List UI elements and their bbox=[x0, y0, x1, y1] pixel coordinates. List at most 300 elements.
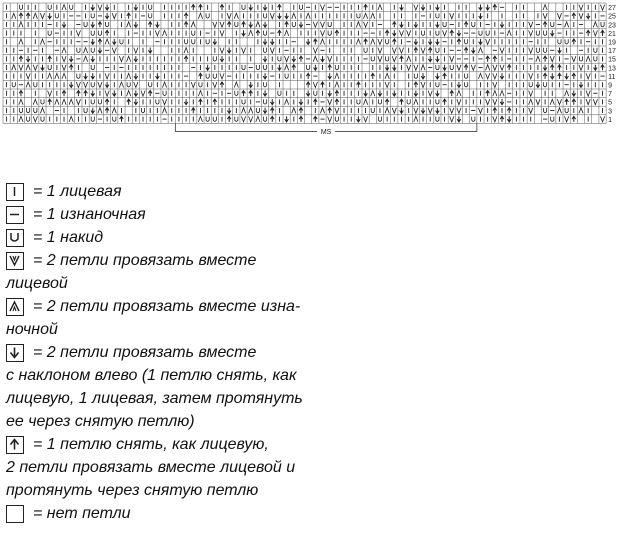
ssk-mark bbox=[134, 91, 138, 97]
ssk-icon bbox=[6, 344, 24, 362]
ssk-mark bbox=[393, 65, 397, 71]
yarn-over-mark bbox=[472, 22, 475, 27]
yarn-over-mark bbox=[565, 108, 568, 113]
p2tog-mark bbox=[119, 82, 123, 88]
yarn-over-mark bbox=[285, 74, 288, 79]
sk2p-mark bbox=[220, 5, 224, 11]
p2tog-mark bbox=[256, 116, 260, 122]
p2tog-mark bbox=[162, 108, 166, 114]
sk2p-mark bbox=[565, 99, 569, 105]
k2tog-mark bbox=[586, 99, 590, 105]
p2tog-mark bbox=[364, 99, 368, 105]
legend-item-sk2p bbox=[6, 433, 366, 502]
sk2p-mark bbox=[572, 99, 576, 105]
p2tog-mark bbox=[565, 22, 569, 28]
k2tog-mark bbox=[62, 56, 66, 62]
ssk-mark bbox=[421, 5, 425, 11]
ssk-mark bbox=[572, 91, 576, 97]
k2tog-mark bbox=[536, 99, 540, 105]
k2tog-mark bbox=[557, 99, 561, 105]
sk2p-mark bbox=[306, 82, 310, 88]
yarn-over-mark bbox=[256, 108, 259, 113]
yarn-over-mark bbox=[235, 117, 238, 122]
ssk-mark bbox=[299, 22, 303, 28]
k2tog-mark bbox=[600, 116, 604, 122]
yarn-over-mark bbox=[278, 56, 281, 61]
sk2p-mark bbox=[199, 5, 203, 11]
ssk-mark bbox=[414, 39, 418, 45]
k2tog-mark bbox=[98, 5, 102, 11]
p2tog-mark bbox=[486, 65, 490, 71]
p2tog-mark bbox=[500, 91, 504, 97]
sk2p-mark bbox=[586, 30, 590, 36]
yarn-over-mark bbox=[206, 39, 209, 44]
yarn-over-mark bbox=[19, 108, 22, 113]
p2tog-mark bbox=[285, 30, 289, 36]
ssk-mark bbox=[314, 65, 318, 71]
sk2p-mark bbox=[414, 48, 418, 54]
p2tog-mark bbox=[19, 39, 23, 45]
legend-item-no-stitch bbox=[6, 502, 366, 525]
k2tog-mark bbox=[220, 73, 224, 79]
p2tog-mark bbox=[191, 22, 195, 28]
ssk-mark bbox=[206, 65, 210, 71]
sk2p-mark bbox=[572, 116, 576, 122]
sk2p-mark bbox=[385, 30, 389, 36]
k2tog-mark bbox=[328, 99, 332, 105]
k2tog-icon bbox=[6, 252, 24, 270]
p2tog-mark bbox=[249, 108, 253, 114]
ssk-mark bbox=[270, 39, 274, 45]
k2tog-mark bbox=[493, 73, 497, 79]
ssk-mark bbox=[113, 39, 117, 45]
sk2p-mark bbox=[464, 48, 468, 54]
yarn-over-mark bbox=[263, 82, 266, 87]
p2tog-mark bbox=[26, 82, 30, 88]
yarn-over-mark bbox=[256, 65, 259, 70]
row-number: 17 bbox=[608, 48, 616, 56]
k2tog-mark bbox=[313, 48, 317, 54]
sk2p-mark bbox=[464, 22, 468, 28]
sk2p-mark bbox=[299, 116, 303, 122]
ssk-mark bbox=[263, 22, 267, 28]
p2tog-mark bbox=[127, 91, 131, 97]
k2tog-mark bbox=[586, 91, 590, 97]
ssk-mark bbox=[586, 13, 590, 19]
p2tog-mark bbox=[62, 5, 66, 11]
sk2p-mark bbox=[299, 56, 303, 62]
yarn-over-mark bbox=[149, 13, 152, 18]
p2tog-mark bbox=[292, 108, 296, 114]
yarn-over-mark bbox=[141, 108, 144, 113]
yarn-over-mark bbox=[414, 74, 417, 79]
sk2p-mark bbox=[148, 91, 152, 97]
legend-text: 2 петли провязать вместе лицевой и bbox=[6, 459, 296, 476]
sk2p-mark bbox=[543, 56, 547, 62]
yarn-over-mark bbox=[206, 13, 209, 18]
legend-text: протянуть через снятую петлю bbox=[6, 482, 259, 499]
k2tog-mark bbox=[213, 82, 217, 88]
sk2p-mark bbox=[314, 116, 318, 122]
ssk-mark bbox=[91, 5, 95, 11]
ssk-mark bbox=[98, 48, 102, 54]
sk2p-mark bbox=[364, 5, 368, 11]
sk2p-mark bbox=[278, 5, 282, 11]
row-number: 1 bbox=[608, 116, 613, 124]
k2tog-mark bbox=[493, 99, 497, 105]
sk2p-mark bbox=[98, 22, 102, 28]
k2tog-mark bbox=[486, 99, 490, 105]
ssk-mark bbox=[594, 65, 598, 71]
ssk-mark bbox=[486, 5, 490, 11]
k2tog-mark bbox=[220, 48, 224, 54]
p2tog-mark bbox=[378, 5, 382, 11]
p2tog-mark bbox=[69, 99, 73, 105]
sk2p-mark bbox=[400, 56, 404, 62]
sk2p-mark bbox=[285, 22, 289, 28]
ssk-mark bbox=[421, 73, 425, 79]
ssk-mark bbox=[105, 82, 109, 88]
yarn-over-mark bbox=[544, 31, 547, 36]
sk2p-mark bbox=[464, 65, 468, 71]
k2tog-mark bbox=[328, 56, 332, 62]
yarn-over-mark bbox=[314, 91, 317, 96]
yarn-over-mark bbox=[436, 13, 439, 18]
legend-item-p2tog bbox=[6, 295, 366, 341]
yarn-over-mark bbox=[465, 74, 468, 79]
p2tog-mark bbox=[493, 91, 497, 97]
ssk-mark bbox=[550, 73, 554, 79]
ssk-mark bbox=[134, 73, 138, 79]
k2tog-mark bbox=[493, 116, 497, 122]
ssk-mark bbox=[113, 91, 117, 97]
ssk-mark bbox=[134, 22, 138, 28]
p2tog-mark bbox=[234, 13, 238, 19]
sk2p-mark bbox=[328, 108, 332, 114]
sk2p-mark bbox=[19, 13, 23, 19]
sk2p-mark bbox=[321, 82, 325, 88]
sk2p-mark bbox=[191, 5, 195, 11]
yarn-over-mark bbox=[27, 108, 30, 113]
yarn-over-mark bbox=[465, 82, 468, 87]
ssk-mark bbox=[263, 5, 267, 11]
sk2p-mark bbox=[601, 65, 605, 71]
ssk-mark bbox=[378, 91, 382, 97]
p2tog-mark bbox=[83, 56, 87, 62]
legend-item-yarn-over bbox=[6, 226, 366, 249]
p2tog-mark bbox=[364, 13, 368, 19]
p2tog-mark bbox=[414, 99, 418, 105]
ssk-mark bbox=[134, 5, 138, 11]
legend-text: = 2 петли провязать вместе bbox=[33, 344, 257, 361]
sk2p-mark bbox=[48, 56, 52, 62]
p2tog-mark bbox=[421, 65, 425, 71]
ssk-mark bbox=[579, 82, 583, 88]
k2tog-mark bbox=[500, 65, 504, 71]
yarn-over-mark bbox=[263, 48, 266, 53]
yarn-over-mark bbox=[536, 31, 539, 36]
legend-text: = 1 изнаночная bbox=[33, 206, 146, 223]
ssk-mark bbox=[543, 65, 547, 71]
k2tog-mark bbox=[378, 39, 382, 45]
ssk-mark bbox=[69, 82, 73, 88]
p2tog-mark bbox=[285, 65, 289, 71]
ssk-mark bbox=[306, 39, 310, 45]
yarn-over-mark bbox=[91, 13, 94, 18]
p2tog-mark bbox=[127, 22, 131, 28]
p2tog-mark bbox=[83, 48, 87, 54]
sk2p-mark bbox=[493, 108, 497, 114]
k2tog-mark bbox=[543, 13, 547, 19]
k2tog-mark bbox=[62, 65, 66, 71]
k2tog-mark bbox=[399, 30, 403, 36]
k2tog-mark bbox=[565, 116, 569, 122]
p2tog-mark bbox=[184, 48, 188, 54]
k2tog-mark bbox=[40, 13, 44, 19]
k2tog-mark bbox=[457, 108, 461, 114]
k2tog-mark bbox=[529, 73, 533, 79]
legend-text: = 1 петлю снять, как лицевую, bbox=[33, 436, 269, 453]
ssk-mark bbox=[357, 116, 361, 122]
yarn-over-mark bbox=[163, 91, 166, 96]
yarn-over-mark bbox=[77, 74, 80, 79]
yarn-over-mark bbox=[263, 31, 266, 36]
yarn-over-mark bbox=[84, 108, 87, 113]
ssk-mark bbox=[414, 91, 418, 97]
p2tog-mark bbox=[414, 116, 418, 122]
p2tog-mark bbox=[356, 22, 360, 28]
k2tog-mark bbox=[550, 56, 554, 62]
k2tog-mark bbox=[572, 56, 576, 62]
yarn-over-icon bbox=[6, 229, 24, 247]
ssk-mark bbox=[457, 116, 461, 122]
yarn-over-mark bbox=[91, 117, 94, 122]
k2tog-mark bbox=[335, 108, 339, 114]
legend-item-knit bbox=[6, 180, 366, 203]
sk2p-mark bbox=[105, 30, 109, 36]
k2tog-mark bbox=[579, 5, 583, 11]
k2tog-mark bbox=[493, 82, 497, 88]
k2tog-mark bbox=[593, 30, 597, 36]
sk2p-mark bbox=[120, 116, 124, 122]
ssk-mark bbox=[91, 22, 95, 28]
yarn-over-mark bbox=[199, 82, 202, 87]
p2tog-mark bbox=[335, 82, 339, 88]
legend-text: с наклоном влево (1 петлю снять, как bbox=[6, 367, 297, 384]
yarn-over-mark bbox=[472, 117, 475, 122]
yarn-over-mark bbox=[371, 56, 374, 61]
yarn-over-mark bbox=[213, 74, 216, 79]
sk2p-mark bbox=[443, 73, 447, 79]
yarn-over-mark bbox=[113, 117, 116, 122]
legend-text: = 1 накид bbox=[33, 229, 104, 246]
k2tog-mark bbox=[83, 82, 87, 88]
ssk-mark bbox=[213, 39, 217, 45]
ssk-mark bbox=[436, 91, 440, 97]
sk2p-mark bbox=[450, 91, 454, 97]
sk2p-mark bbox=[278, 30, 282, 36]
legend-text: лицевую, 1 лицевая, затем протянуть bbox=[6, 390, 303, 407]
ssk-mark bbox=[242, 30, 246, 36]
k2tog-mark bbox=[270, 48, 274, 54]
ssk-mark bbox=[26, 56, 30, 62]
ssk-mark bbox=[500, 73, 504, 79]
yarn-over-mark bbox=[12, 82, 15, 87]
k2tog-mark bbox=[500, 48, 504, 54]
p2tog-mark bbox=[371, 91, 375, 97]
yarn-over-mark bbox=[299, 5, 302, 10]
sk2p-mark bbox=[184, 22, 188, 28]
yarn-over-mark bbox=[565, 39, 568, 44]
row-number: 15 bbox=[608, 56, 616, 64]
sk2p-mark bbox=[457, 39, 461, 45]
yarn-over-mark bbox=[307, 65, 310, 70]
sk2p-mark bbox=[507, 108, 511, 114]
legend-item-ssk bbox=[6, 341, 366, 433]
yarn-over-mark bbox=[292, 22, 295, 27]
yarn-over-mark bbox=[436, 48, 439, 53]
ssk-mark bbox=[536, 82, 540, 88]
ssk-mark bbox=[400, 5, 404, 11]
k2tog-mark bbox=[241, 48, 245, 54]
sk2p-mark bbox=[84, 91, 88, 97]
legend-text: ночной bbox=[6, 321, 58, 338]
p2tog-mark bbox=[550, 99, 554, 105]
knit-icon bbox=[6, 183, 24, 201]
k2tog-mark bbox=[112, 48, 116, 54]
sk2p-mark bbox=[77, 91, 81, 97]
yarn-over-mark bbox=[371, 108, 374, 113]
sk2p-mark bbox=[400, 99, 404, 105]
k2tog-mark bbox=[392, 56, 396, 62]
yarn-over-mark bbox=[27, 117, 30, 122]
k2tog-mark bbox=[105, 73, 109, 79]
p2tog-mark bbox=[306, 13, 310, 19]
p2tog-mark bbox=[105, 39, 109, 45]
p2tog-mark bbox=[40, 39, 44, 45]
ssk-mark bbox=[263, 108, 267, 114]
sk2p-mark bbox=[270, 116, 274, 122]
k2tog-mark bbox=[119, 56, 123, 62]
ssk-mark bbox=[436, 22, 440, 28]
k2tog-mark bbox=[19, 65, 23, 71]
sk2p-mark bbox=[213, 99, 217, 105]
sk2p-mark bbox=[306, 73, 310, 79]
sk2p-mark bbox=[184, 13, 188, 19]
yarn-over-mark bbox=[91, 65, 94, 70]
yarn-over-mark bbox=[378, 99, 381, 104]
yarn-over-mark bbox=[465, 39, 468, 44]
sk2p-mark bbox=[242, 91, 246, 97]
ssk-mark bbox=[306, 91, 310, 97]
sk2p-mark bbox=[493, 5, 497, 11]
sk2p-mark bbox=[48, 99, 52, 105]
yarn-over-mark bbox=[436, 65, 439, 70]
p2tog-mark bbox=[478, 73, 482, 79]
sk2p-mark bbox=[62, 91, 66, 97]
k2tog-mark bbox=[313, 22, 317, 28]
yarn-over-mark bbox=[407, 99, 410, 104]
sk2p-mark bbox=[227, 22, 231, 28]
p2tog-mark bbox=[507, 30, 511, 36]
k2tog-mark bbox=[141, 91, 145, 97]
k2tog-mark bbox=[579, 65, 583, 71]
ssk-mark bbox=[421, 108, 425, 114]
ssk-mark bbox=[479, 5, 483, 11]
p2tog-mark bbox=[371, 39, 375, 45]
p2tog-mark bbox=[529, 99, 533, 105]
p2tog-mark bbox=[19, 99, 23, 105]
ssk-mark bbox=[285, 13, 289, 19]
ssk-mark bbox=[227, 48, 231, 54]
p2tog-mark bbox=[198, 91, 202, 97]
legend-item-k2tog bbox=[6, 249, 366, 295]
k2tog-mark bbox=[593, 99, 597, 105]
p2tog-mark bbox=[385, 108, 389, 114]
k2tog-mark bbox=[529, 48, 533, 54]
legend-item-purl bbox=[6, 203, 366, 226]
p2tog-mark bbox=[19, 22, 23, 28]
k2tog-mark bbox=[26, 73, 30, 79]
ssk-mark bbox=[249, 5, 253, 11]
ssk-mark bbox=[91, 108, 95, 114]
sk2p-mark bbox=[428, 48, 432, 54]
ssk-mark bbox=[321, 56, 325, 62]
sk2p-mark bbox=[393, 22, 397, 28]
p2tog-mark bbox=[12, 65, 16, 71]
k2tog-mark bbox=[557, 13, 561, 19]
yarn-over-mark bbox=[486, 31, 489, 36]
k2tog-mark bbox=[478, 108, 482, 114]
sk2p-mark bbox=[558, 65, 562, 71]
yarn-over-mark bbox=[328, 31, 331, 36]
yarn-over-mark bbox=[242, 99, 245, 104]
yarn-over-mark bbox=[436, 117, 439, 122]
k2tog-mark bbox=[48, 91, 52, 97]
ssk-mark bbox=[457, 82, 461, 88]
k2tog-mark bbox=[320, 22, 324, 28]
yarn-over-mark bbox=[156, 99, 159, 104]
yarn-over-mark bbox=[41, 99, 44, 104]
p2tog-mark bbox=[162, 82, 166, 88]
sk2p-icon bbox=[6, 436, 24, 454]
ssk-mark bbox=[48, 13, 52, 19]
sk2p-mark bbox=[450, 30, 454, 36]
legend bbox=[6, 180, 366, 525]
sk2p-mark bbox=[558, 73, 562, 79]
ssk-mark bbox=[263, 73, 267, 79]
yarn-over-mark bbox=[263, 99, 266, 104]
yarn-over-mark bbox=[206, 74, 209, 79]
ssk-mark bbox=[249, 82, 253, 88]
sk2p-mark bbox=[191, 108, 195, 114]
k2tog-mark bbox=[134, 48, 138, 54]
ssk-mark bbox=[91, 39, 95, 45]
k2tog-mark bbox=[486, 73, 490, 79]
yarn-over-mark bbox=[77, 48, 80, 53]
p2tog-mark bbox=[112, 108, 116, 114]
p2tog-mark bbox=[371, 13, 375, 19]
ssk-mark bbox=[278, 65, 282, 71]
yarn-over-mark bbox=[185, 39, 188, 44]
k2tog-mark bbox=[421, 48, 425, 54]
k2tog-mark bbox=[421, 82, 425, 88]
ssk-mark bbox=[62, 22, 66, 28]
sk2p-mark bbox=[543, 73, 547, 79]
k2tog-mark bbox=[428, 108, 432, 114]
yarn-over-mark bbox=[70, 5, 73, 10]
legend-text: лицевой bbox=[6, 275, 68, 292]
